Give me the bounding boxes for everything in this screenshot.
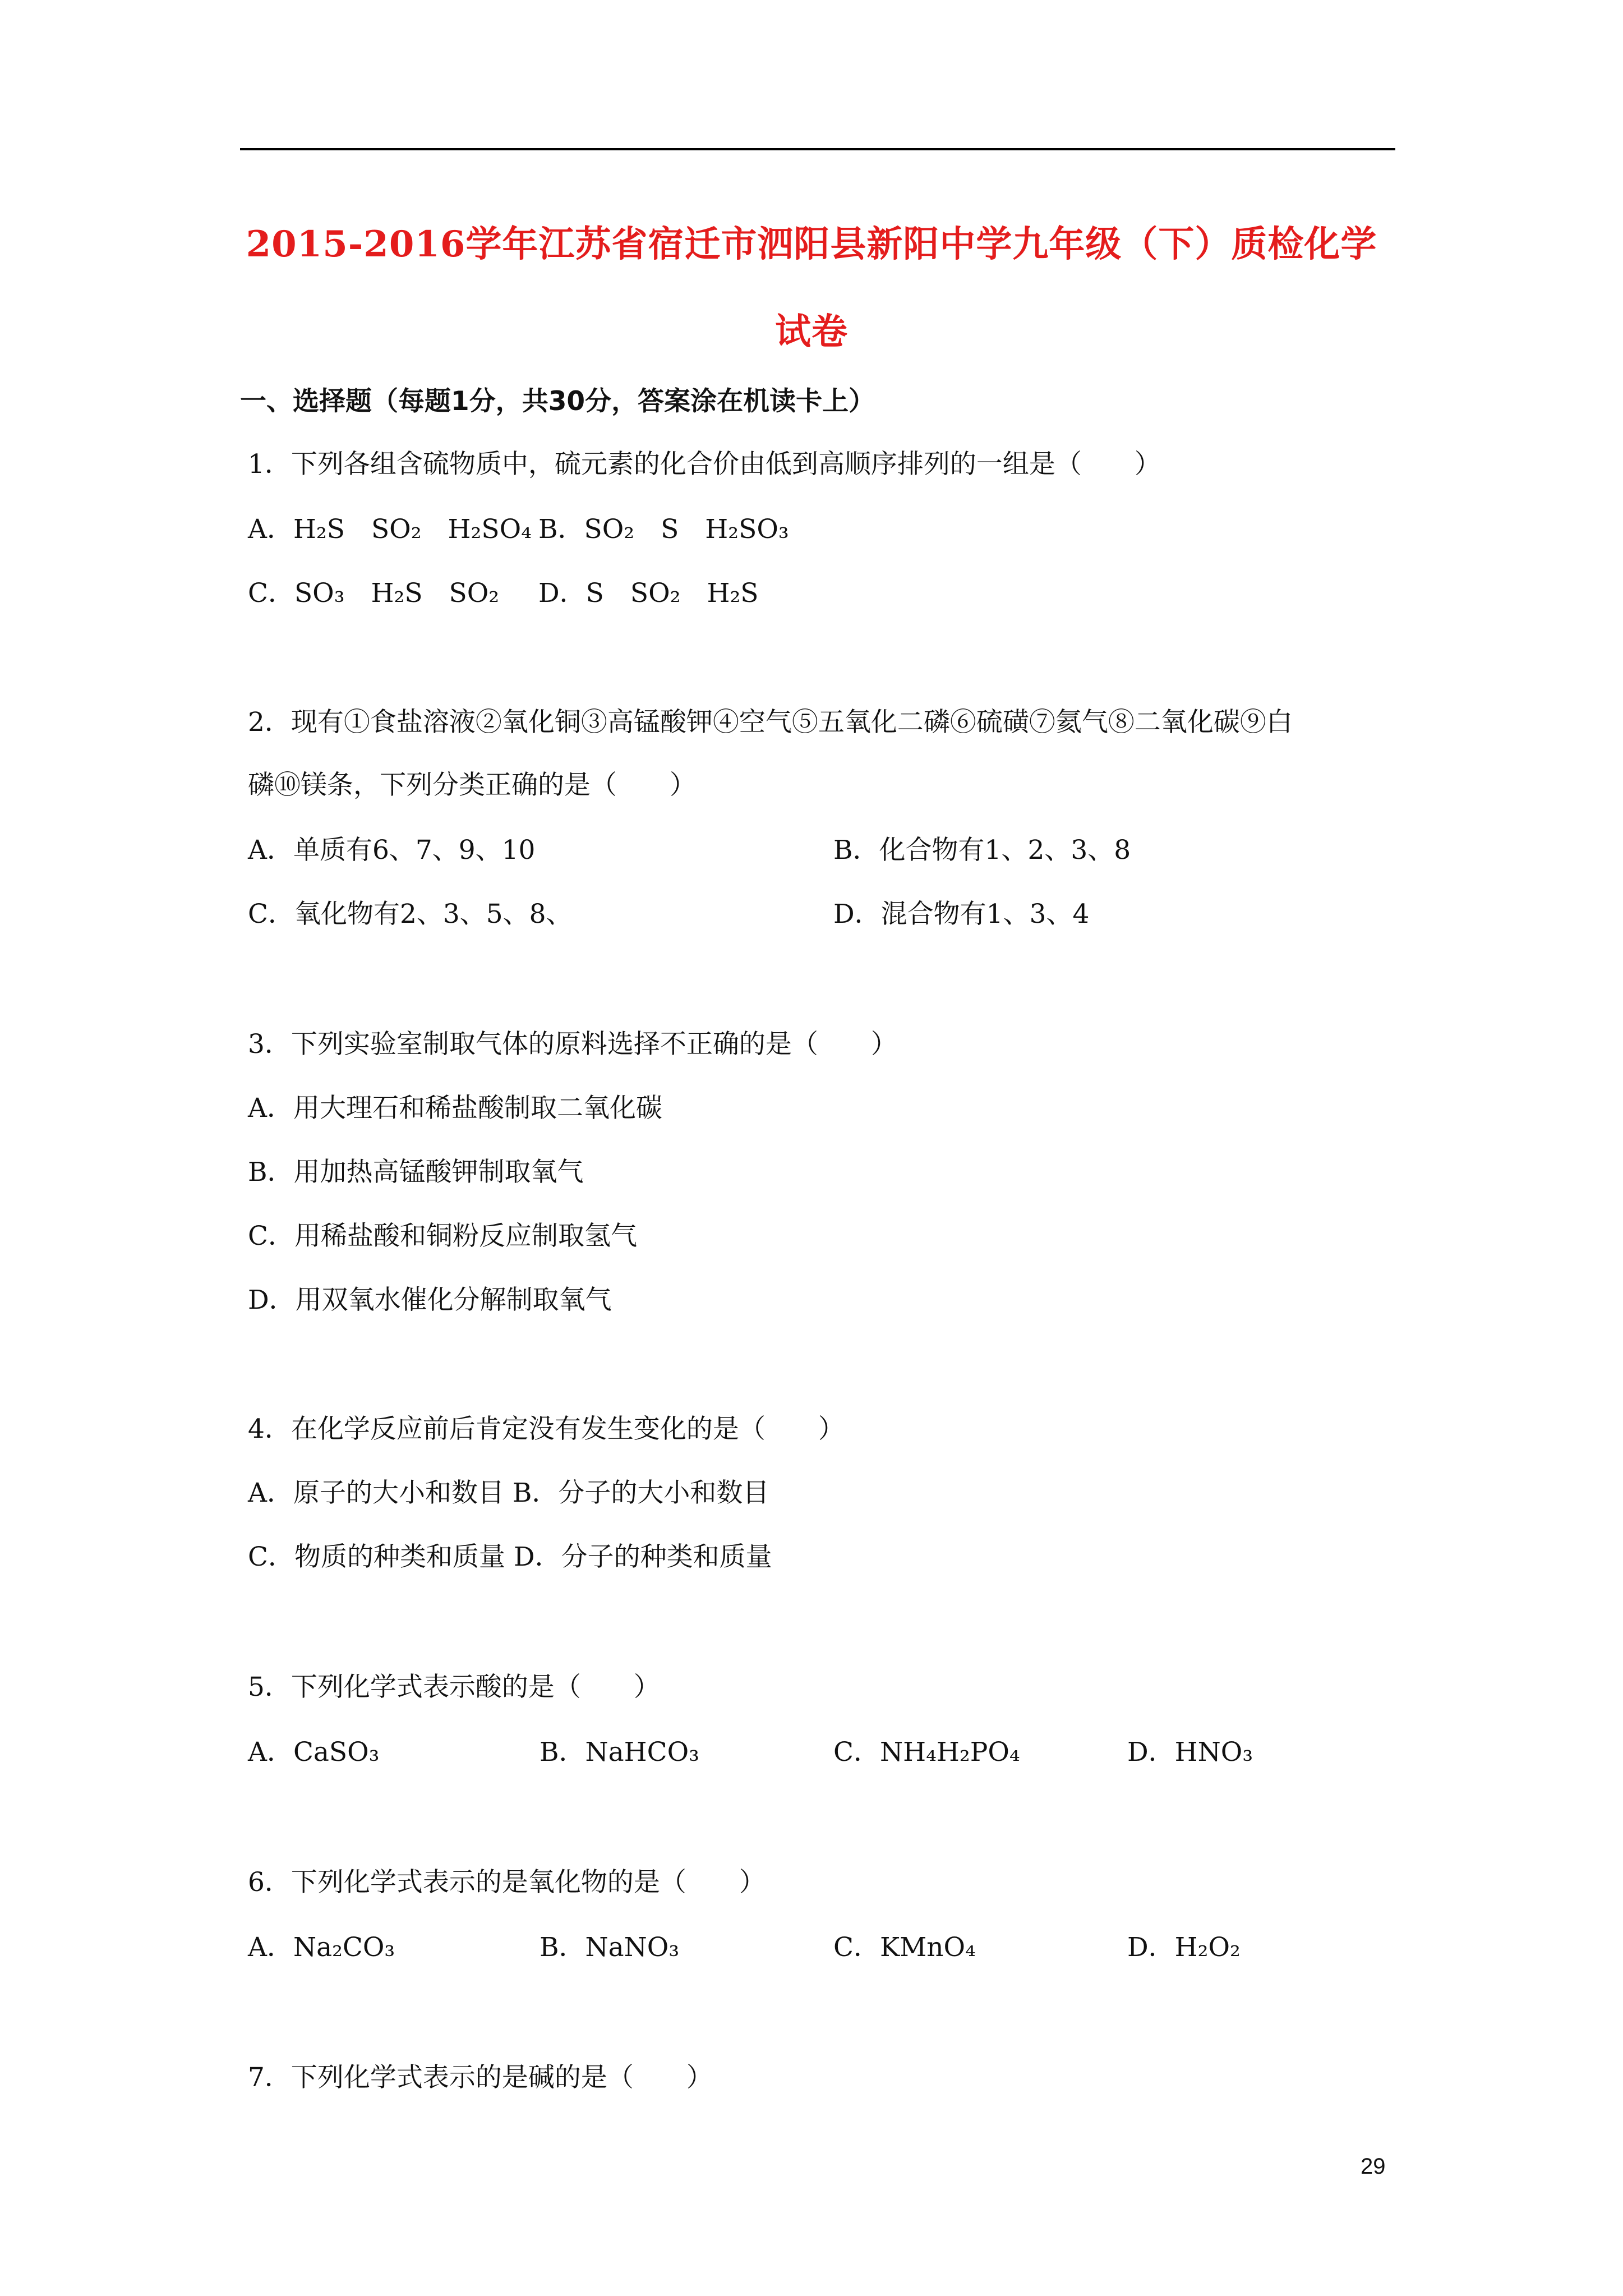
- question-5-option-d: D．HNO₃: [1127, 1737, 1253, 1768]
- question-4-options-c-d: C．物质的种类和质量 D．分子的种类和质量: [248, 1542, 772, 1572]
- question-4-options-a-b: A．原子的大小和数目 B．分子的大小和数目: [248, 1478, 769, 1508]
- question-6-option-c: C．KMnO₄: [833, 1932, 976, 1963]
- question-5-option-c: C．NH₄H₂PO₄: [833, 1737, 1020, 1768]
- question-3-stem: 3．下列实验室制取气体的原料选择不正确的是（ ）: [248, 1029, 897, 1060]
- question-1-option-a: A．H₂S SO₂ H₂SO₄: [248, 514, 532, 545]
- question-1-option-d: D．S SO₂ H₂S: [538, 578, 759, 609]
- question-5-option-a: A．CaSO₃: [248, 1737, 380, 1768]
- page-number: 29: [1361, 2154, 1386, 2179]
- question-1-stem: 1．下列各组含硫物质中，硫元素的化合价由低到高顺序排列的一组是（ ）: [248, 449, 1161, 480]
- question-2-option-b: B．化合物有1、2、3、8: [833, 835, 1131, 866]
- question-6-stem: 6．下列化学式表示的是氧化物的是（ ）: [248, 1867, 766, 1898]
- question-5-stem: 5．下列化学式表示酸的是（ ）: [248, 1672, 660, 1703]
- question-2-option-d: D．混合物有1、3、4: [833, 899, 1090, 930]
- question-2-option-a: A．单质有6、7、9、10: [248, 835, 536, 866]
- header-rule: [240, 148, 1395, 150]
- question-4-stem: 4．在化学反应前后肯定没有发生变化的是（ ）: [248, 1414, 845, 1444]
- question-3-option-c: C．用稀盐酸和铜粉反应制取氢气: [248, 1221, 637, 1251]
- question-2-option-c: C．氧化物有2、3、5、8、: [248, 899, 573, 930]
- question-1-option-b: B．SO₂ S H₂SO₃: [538, 514, 789, 545]
- question-1-option-c: C．SO₃ H₂S SO₂: [248, 578, 500, 609]
- section-heading: 一、选择题（每题1分，共30分，答案涂在机读卡上）: [240, 386, 875, 417]
- question-2-stem-line-1: 2．现有①食盐溶液②氧化铜③高锰酸钾④空气⑤五氧化二磷⑥硫磺⑦氦气⑧二氧化碳⑨白: [248, 707, 1293, 738]
- question-2-stem-line-2: 磷⑩镁条，下列分类正确的是（ ）: [248, 770, 696, 800]
- document-title-line-1: 2015-2016学年江苏省宿迁市泗阳县新阳中学九年级（下）质检化学: [246, 223, 1377, 265]
- question-3-option-a: A．用大理石和稀盐酸制取二氧化碳: [248, 1093, 662, 1124]
- question-3-option-d: D．用双氧水催化分解制取氧气: [248, 1285, 612, 1315]
- question-6-option-b: B．NaNO₃: [540, 1932, 680, 1963]
- question-7-stem: 7．下列化学式表示的是碱的是（ ）: [248, 2062, 713, 2093]
- question-6-option-d: D．H₂O₂: [1127, 1932, 1241, 1963]
- question-5-option-b: B．NaHCO₃: [540, 1737, 700, 1768]
- question-3-option-b: B．用加热高锰酸钾制取氧气: [248, 1157, 584, 1188]
- question-6-option-a: A．Na₂CO₃: [248, 1932, 395, 1963]
- document-title-line-2: 试卷: [775, 311, 848, 353]
